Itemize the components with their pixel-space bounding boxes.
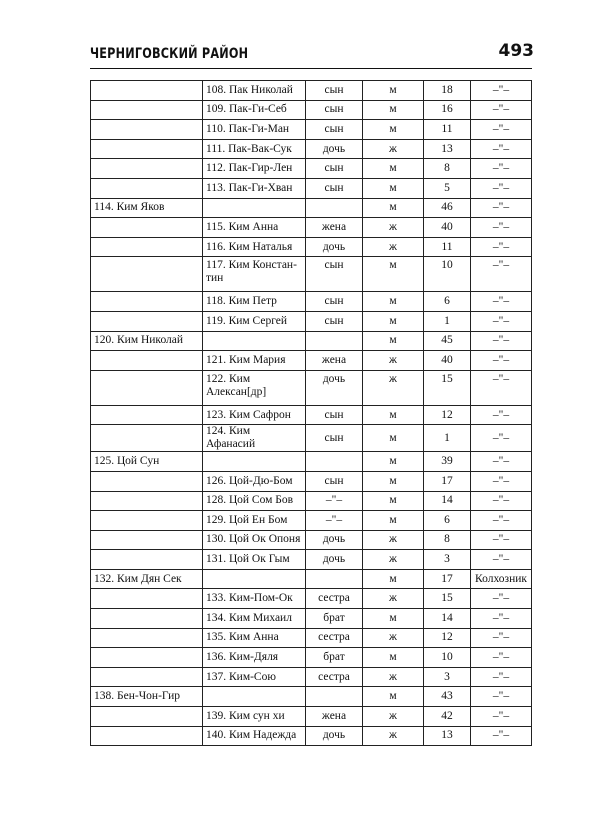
head-of-household-cell	[91, 351, 203, 371]
sex-cell: м	[363, 331, 424, 351]
head-of-household-cell	[91, 726, 203, 746]
occupation-cell: –"–	[471, 139, 532, 159]
family-member-cell: 123. Ким Сафрон	[203, 405, 306, 425]
table-row	[91, 351, 532, 371]
occupation-cell: –"–	[471, 628, 532, 648]
occupation-cell: –"–	[471, 81, 532, 101]
head-of-household-cell: 120. Ким Николай	[91, 331, 203, 351]
sex-cell: м	[363, 198, 424, 218]
age-cell: 12	[424, 405, 471, 425]
age-cell: 6	[424, 292, 471, 312]
table-row	[91, 589, 532, 609]
age-cell: 40	[424, 351, 471, 371]
relation-cell: –"–	[306, 491, 363, 511]
family-member-cell	[203, 331, 306, 351]
age-cell: 14	[424, 609, 471, 629]
table-row	[91, 491, 532, 511]
family-member-cell: 110. Пак-Ги-Ман	[203, 120, 306, 140]
occupation-cell: –"–	[471, 425, 532, 452]
occupation-cell: –"–	[471, 120, 532, 140]
sex-cell: м	[363, 292, 424, 312]
family-member-cell: 112. Пак-Гир-Лен	[203, 159, 306, 179]
relation-cell: жена	[306, 351, 363, 371]
sex-cell: м	[363, 687, 424, 707]
table-row	[91, 139, 532, 159]
occupation-cell: –"–	[471, 589, 532, 609]
family-member-cell: 111. Пак-Вак-Сук	[203, 139, 306, 159]
occupation-cell: –"–	[471, 218, 532, 238]
relation-cell: сын	[306, 159, 363, 179]
sex-cell: м	[363, 648, 424, 668]
relation-cell: сестра	[306, 628, 363, 648]
occupation-cell: –"–	[471, 511, 532, 531]
sex-cell: м	[363, 569, 424, 589]
head-of-household-cell	[91, 100, 203, 120]
table-row	[91, 100, 532, 120]
relation-cell: жена	[306, 707, 363, 727]
head-of-household-cell	[91, 471, 203, 491]
relation-cell: сестра	[306, 667, 363, 687]
family-member-cell: 109. Пак-Ги-Себ	[203, 100, 306, 120]
occupation-cell: –"–	[471, 648, 532, 668]
relation-cell	[306, 452, 363, 472]
sex-cell: м	[363, 511, 424, 531]
occupation-cell: –"–	[471, 471, 532, 491]
table-row	[91, 237, 532, 257]
table-row	[91, 569, 532, 589]
occupation-cell: –"–	[471, 726, 532, 746]
head-of-household-cell	[91, 648, 203, 668]
occupation-cell: –"–	[471, 178, 532, 198]
age-cell: 11	[424, 237, 471, 257]
head-of-household-cell	[91, 370, 203, 405]
relation-cell: сын	[306, 405, 363, 425]
head-of-household-cell: 125. Цой Сун	[91, 452, 203, 472]
family-member-cell: 129. Цой Ен Бом	[203, 511, 306, 531]
family-member-cell: 124. Ким Афанасий	[203, 425, 306, 452]
table-row	[91, 405, 532, 425]
age-cell: 1	[424, 425, 471, 452]
table-row	[91, 707, 532, 727]
head-of-household-cell	[91, 257, 203, 292]
relation-cell: брат	[306, 648, 363, 668]
table-row	[91, 257, 532, 292]
occupation-cell: –"–	[471, 159, 532, 179]
family-member-cell: 113. Пак-Ги-Хван	[203, 178, 306, 198]
occupation-cell: –"–	[471, 292, 532, 312]
family-member-cell: 126. Цой-Дю-Бом	[203, 471, 306, 491]
head-of-household-cell	[91, 667, 203, 687]
occupation-cell: –"–	[471, 707, 532, 727]
head-of-household-cell	[91, 491, 203, 511]
sex-cell: ж	[363, 667, 424, 687]
head-of-household-cell	[91, 81, 203, 101]
head-of-household-cell	[91, 120, 203, 140]
sex-cell: м	[363, 405, 424, 425]
table-row	[91, 648, 532, 668]
family-member-cell: 122. Ким Алексан[др]	[203, 370, 306, 405]
age-cell: 15	[424, 370, 471, 405]
head-of-household-cell	[91, 628, 203, 648]
head-of-household-cell: 114. Ким Яков	[91, 198, 203, 218]
head-of-household-cell	[91, 550, 203, 570]
family-member-cell: 115. Ким Анна	[203, 218, 306, 238]
table-row	[91, 198, 532, 218]
age-cell: 17	[424, 471, 471, 491]
head-of-household-cell	[91, 707, 203, 727]
family-member-cell	[203, 198, 306, 218]
age-cell: 13	[424, 726, 471, 746]
head-of-household-cell	[91, 311, 203, 331]
age-cell: 5	[424, 178, 471, 198]
table-row	[91, 530, 532, 550]
relation-cell: жена	[306, 218, 363, 238]
age-cell: 8	[424, 530, 471, 550]
head-of-household-cell	[91, 530, 203, 550]
relation-cell: сын	[306, 81, 363, 101]
table-body	[91, 81, 532, 746]
family-member-cell	[203, 569, 306, 589]
head-of-household-cell	[91, 609, 203, 629]
sex-cell: ж	[363, 351, 424, 371]
relation-cell: сын	[306, 257, 363, 292]
page-header	[90, 41, 534, 69]
family-member-cell: 130. Цой Ок Опоня	[203, 530, 306, 550]
occupation-cell: –"–	[471, 311, 532, 331]
sex-cell: м	[363, 471, 424, 491]
family-member-cell	[203, 452, 306, 472]
head-of-household-cell	[91, 292, 203, 312]
age-cell: 13	[424, 139, 471, 159]
relation-cell: сын	[306, 120, 363, 140]
sex-cell: м	[363, 452, 424, 472]
head-of-household-cell	[91, 139, 203, 159]
family-member-cell: 135. Ким Анна	[203, 628, 306, 648]
relation-cell	[306, 569, 363, 589]
relation-cell: дочь	[306, 237, 363, 257]
relation-cell: сын	[306, 178, 363, 198]
running-title: ЧЕРНИГОВСКИЙ РАЙОН	[90, 44, 249, 62]
head-of-household-cell: 138. Бен-Чон-Гир	[91, 687, 203, 707]
head-of-household-cell	[91, 405, 203, 425]
table-row	[91, 292, 532, 312]
occupation-cell: –"–	[471, 687, 532, 707]
age-cell: 40	[424, 218, 471, 238]
family-register-table	[90, 80, 532, 746]
relation-cell: сестра	[306, 589, 363, 609]
age-cell: 45	[424, 331, 471, 351]
table-row	[91, 159, 532, 179]
sex-cell: ж	[363, 628, 424, 648]
table-row	[91, 425, 532, 452]
occupation-cell: –"–	[471, 609, 532, 629]
table-row	[91, 726, 532, 746]
occupation-cell: –"–	[471, 550, 532, 570]
family-member-cell: 128. Цой Сом Бов	[203, 491, 306, 511]
sex-cell: ж	[363, 726, 424, 746]
age-cell: 10	[424, 648, 471, 668]
occupation-cell: –"–	[471, 237, 532, 257]
age-cell: 11	[424, 120, 471, 140]
relation-cell: сын	[306, 292, 363, 312]
family-member-cell: 108. Пак Николай	[203, 81, 306, 101]
sex-cell: ж	[363, 589, 424, 609]
head-of-household-cell	[91, 178, 203, 198]
family-member-cell: 133. Ким-Пом-Ок	[203, 589, 306, 609]
family-member-cell: 119. Ким Сергей	[203, 311, 306, 331]
family-member-cell: 137. Ким-Сою	[203, 667, 306, 687]
table-row	[91, 452, 532, 472]
table-row	[91, 218, 532, 238]
age-cell: 17	[424, 569, 471, 589]
age-cell: 18	[424, 81, 471, 101]
relation-cell	[306, 687, 363, 707]
page-number: 493	[498, 41, 534, 61]
relation-cell: сын	[306, 311, 363, 331]
occupation-cell: –"–	[471, 370, 532, 405]
age-cell: 43	[424, 687, 471, 707]
age-cell: 39	[424, 452, 471, 472]
table-row	[91, 178, 532, 198]
sex-cell: м	[363, 257, 424, 292]
relation-cell: сын	[306, 425, 363, 452]
age-cell: 3	[424, 667, 471, 687]
occupation-cell: Колхозник	[471, 569, 532, 589]
sex-cell: м	[363, 178, 424, 198]
relation-cell: сын	[306, 100, 363, 120]
sex-cell: м	[363, 491, 424, 511]
sex-cell: ж	[363, 370, 424, 405]
table-row	[91, 120, 532, 140]
head-of-household-cell	[91, 237, 203, 257]
table-row	[91, 667, 532, 687]
table-row	[91, 550, 532, 570]
family-member-cell: 134. Ким Михаил	[203, 609, 306, 629]
relation-cell: дочь	[306, 530, 363, 550]
sex-cell: ж	[363, 139, 424, 159]
sex-cell: м	[363, 311, 424, 331]
family-member-cell: 121. Ким Мария	[203, 351, 306, 371]
relation-cell	[306, 198, 363, 218]
head-of-household-cell: 132. Ким Дян Сек	[91, 569, 203, 589]
relation-cell: брат	[306, 609, 363, 629]
head-of-household-cell	[91, 218, 203, 238]
occupation-cell: –"–	[471, 100, 532, 120]
age-cell: 42	[424, 707, 471, 727]
head-of-household-cell	[91, 589, 203, 609]
age-cell: 12	[424, 628, 471, 648]
age-cell: 14	[424, 491, 471, 511]
family-member-cell: 139. Ким сун хи	[203, 707, 306, 727]
family-member-cell: 131. Цой Ок Гым	[203, 550, 306, 570]
age-cell: 3	[424, 550, 471, 570]
occupation-cell: –"–	[471, 405, 532, 425]
sex-cell: ж	[363, 530, 424, 550]
relation-cell: сын	[306, 471, 363, 491]
sex-cell: ж	[363, 707, 424, 727]
relation-cell: дочь	[306, 726, 363, 746]
head-of-household-cell	[91, 511, 203, 531]
table-row	[91, 609, 532, 629]
family-member-cell: 117. Ким Констан-тин	[203, 257, 306, 292]
table-row	[91, 331, 532, 351]
age-cell: 46	[424, 198, 471, 218]
occupation-cell: –"–	[471, 491, 532, 511]
family-member-cell: 118. Ким Петр	[203, 292, 306, 312]
table-row	[91, 370, 532, 405]
family-member-cell	[203, 687, 306, 707]
occupation-cell: –"–	[471, 198, 532, 218]
relation-cell	[306, 331, 363, 351]
relation-cell: дочь	[306, 550, 363, 570]
head-of-household-cell	[91, 425, 203, 452]
sex-cell: ж	[363, 237, 424, 257]
occupation-cell: –"–	[471, 351, 532, 371]
table-row	[91, 311, 532, 331]
sex-cell: м	[363, 100, 424, 120]
occupation-cell: –"–	[471, 667, 532, 687]
head-of-household-cell	[91, 159, 203, 179]
table-row	[91, 81, 532, 101]
occupation-cell: –"–	[471, 530, 532, 550]
occupation-cell: –"–	[471, 257, 532, 292]
relation-cell: –"–	[306, 511, 363, 531]
table-row	[91, 511, 532, 531]
family-member-cell: 116. Ким Наталья	[203, 237, 306, 257]
age-cell: 10	[424, 257, 471, 292]
age-cell: 15	[424, 589, 471, 609]
sex-cell: м	[363, 425, 424, 452]
table-row	[91, 471, 532, 491]
age-cell: 16	[424, 100, 471, 120]
sex-cell: м	[363, 609, 424, 629]
sex-cell: м	[363, 81, 424, 101]
family-member-cell: 140. Ким Надежда	[203, 726, 306, 746]
sex-cell: м	[363, 159, 424, 179]
relation-cell: дочь	[306, 139, 363, 159]
sex-cell: ж	[363, 218, 424, 238]
age-cell: 8	[424, 159, 471, 179]
age-cell: 1	[424, 311, 471, 331]
relation-cell: дочь	[306, 370, 363, 405]
table-row	[91, 628, 532, 648]
sex-cell: м	[363, 120, 424, 140]
sex-cell: ж	[363, 550, 424, 570]
occupation-cell: –"–	[471, 331, 532, 351]
occupation-cell: –"–	[471, 452, 532, 472]
age-cell: 6	[424, 511, 471, 531]
family-member-cell: 136. Ким-Дяля	[203, 648, 306, 668]
table-row	[91, 687, 532, 707]
